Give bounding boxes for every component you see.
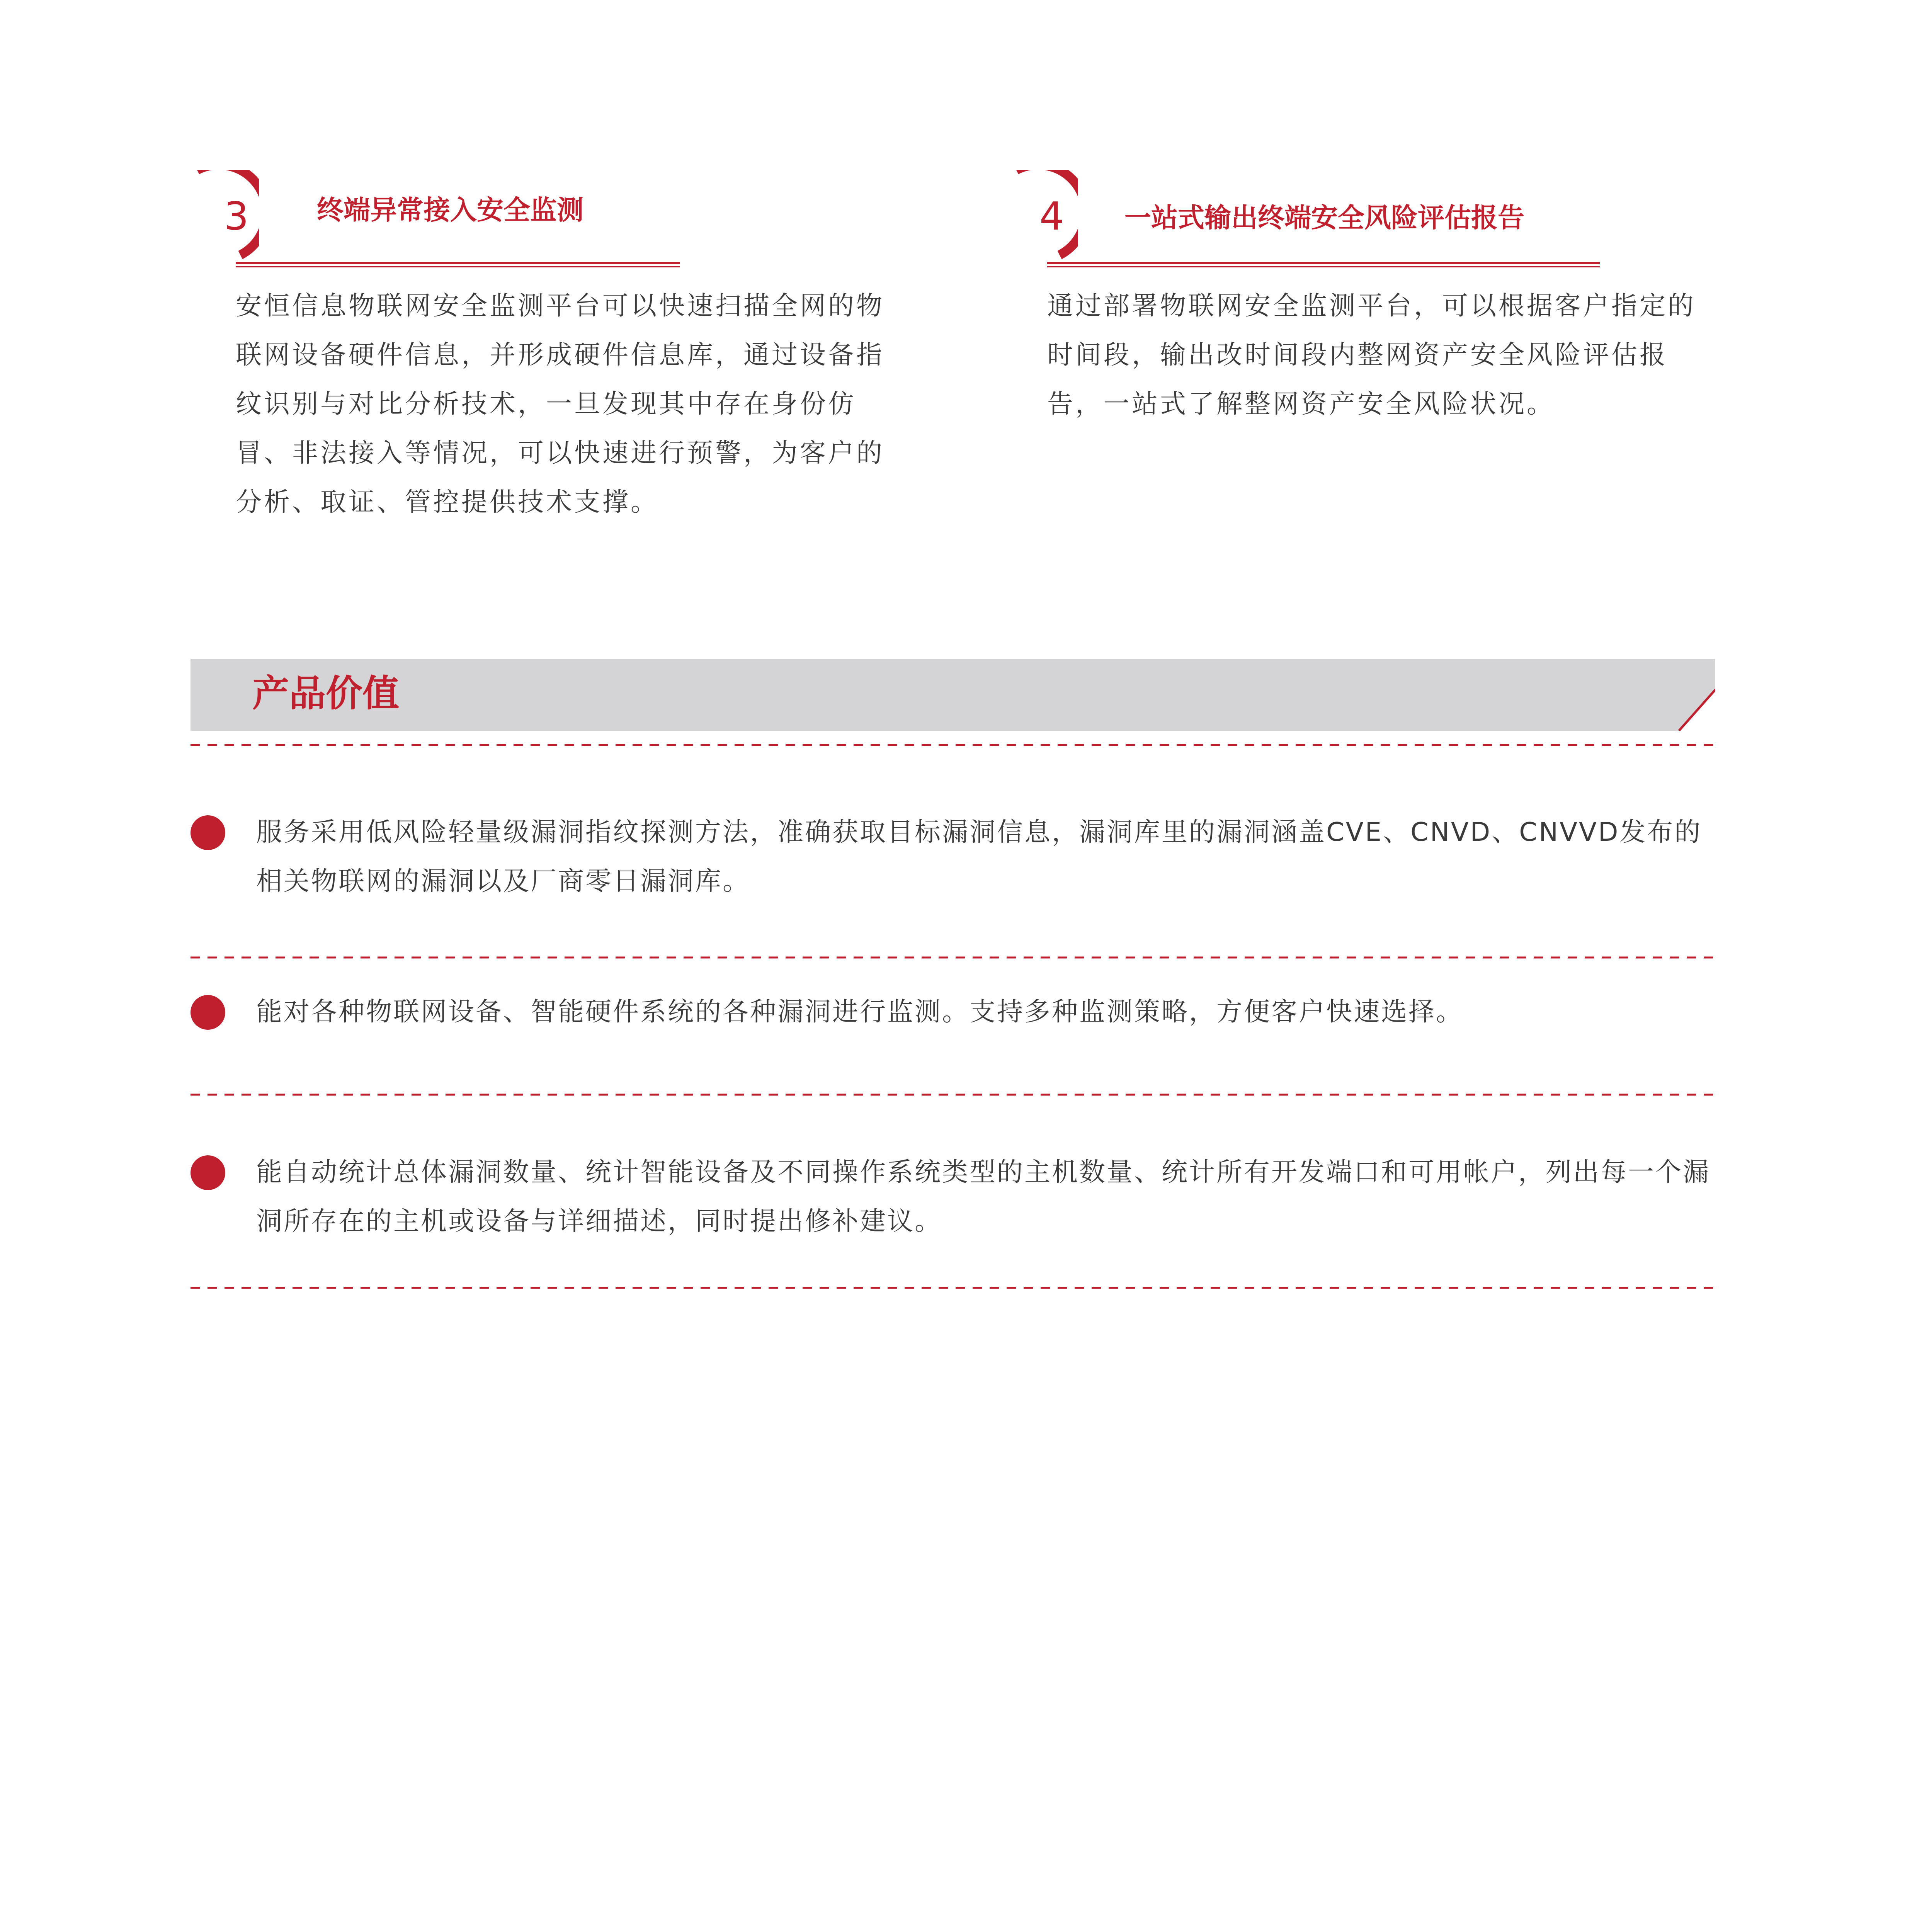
divider bbox=[191, 744, 1715, 746]
value-item bbox=[191, 1155, 1715, 1271]
divider bbox=[191, 956, 1715, 959]
section-title: 产品价值 bbox=[252, 672, 400, 715]
bullet-dot-icon bbox=[191, 1155, 225, 1190]
value-item-text: 能对各种物联网设备、智能硬件系统的各种漏洞进行监测。支持多种监测策略，方便客户快速选择。 bbox=[256, 997, 1463, 1027]
header-bar-shape bbox=[191, 659, 1715, 731]
feature-terminal-access-monitoring bbox=[185, 170, 920, 518]
value-item-text: 能自动统计总体漏洞数量、统计智能设备及不同操作系统类型的主机数量、统计所有开发端口和可用帐户，列出每一个漏洞所存在的主机或设备与详细描述，同时提出修补建议。 bbox=[256, 1157, 1710, 1236]
value-item-text: 服务采用低风险轻量级漏洞指纹探测方法，准确获取目标漏洞信息，漏洞库里的漏洞涵盖CVE、CNVD、CNVVD发布的相关物联网的漏洞以及厂商零日漏洞库。 bbox=[256, 817, 1702, 896]
bullet-dot-icon bbox=[191, 995, 225, 1030]
value-item bbox=[191, 995, 1715, 1057]
feature-title: 一站式输出终端安全风险评估报告 bbox=[1124, 202, 1524, 233]
title-underline bbox=[1047, 262, 1600, 269]
feature-title: 终端异常接入安全监测 bbox=[317, 195, 583, 226]
feature-description: 通过部署物联网安全监测平台，可以根据客户指定的时间段，输出改时间段内整网资产安全风险评估报告，一站式了解整网资产安全风险状况。 bbox=[1047, 291, 1696, 419]
divider bbox=[191, 1287, 1715, 1289]
title-underline bbox=[236, 262, 680, 269]
feature-description: 安恒信息物联网安全监测平台可以快速扫描全网的物联网设备硬件信息，并形成硬件信息库，通过设备指纹识别与对比分析技术，一旦发现其中存在身份仿冒、非法接入等情况，可以快速进行预警，为客户的分析、取证、管控提供技术支撑。 bbox=[236, 291, 885, 517]
value-item bbox=[191, 815, 1715, 931]
feature-risk-report bbox=[1005, 170, 1739, 440]
feature-number: 4 bbox=[1039, 194, 1064, 239]
feature-number: 3 bbox=[224, 194, 249, 239]
section-header-product-value bbox=[191, 659, 1715, 731]
bullet-dot-icon bbox=[191, 815, 225, 850]
divider bbox=[191, 1094, 1715, 1096]
